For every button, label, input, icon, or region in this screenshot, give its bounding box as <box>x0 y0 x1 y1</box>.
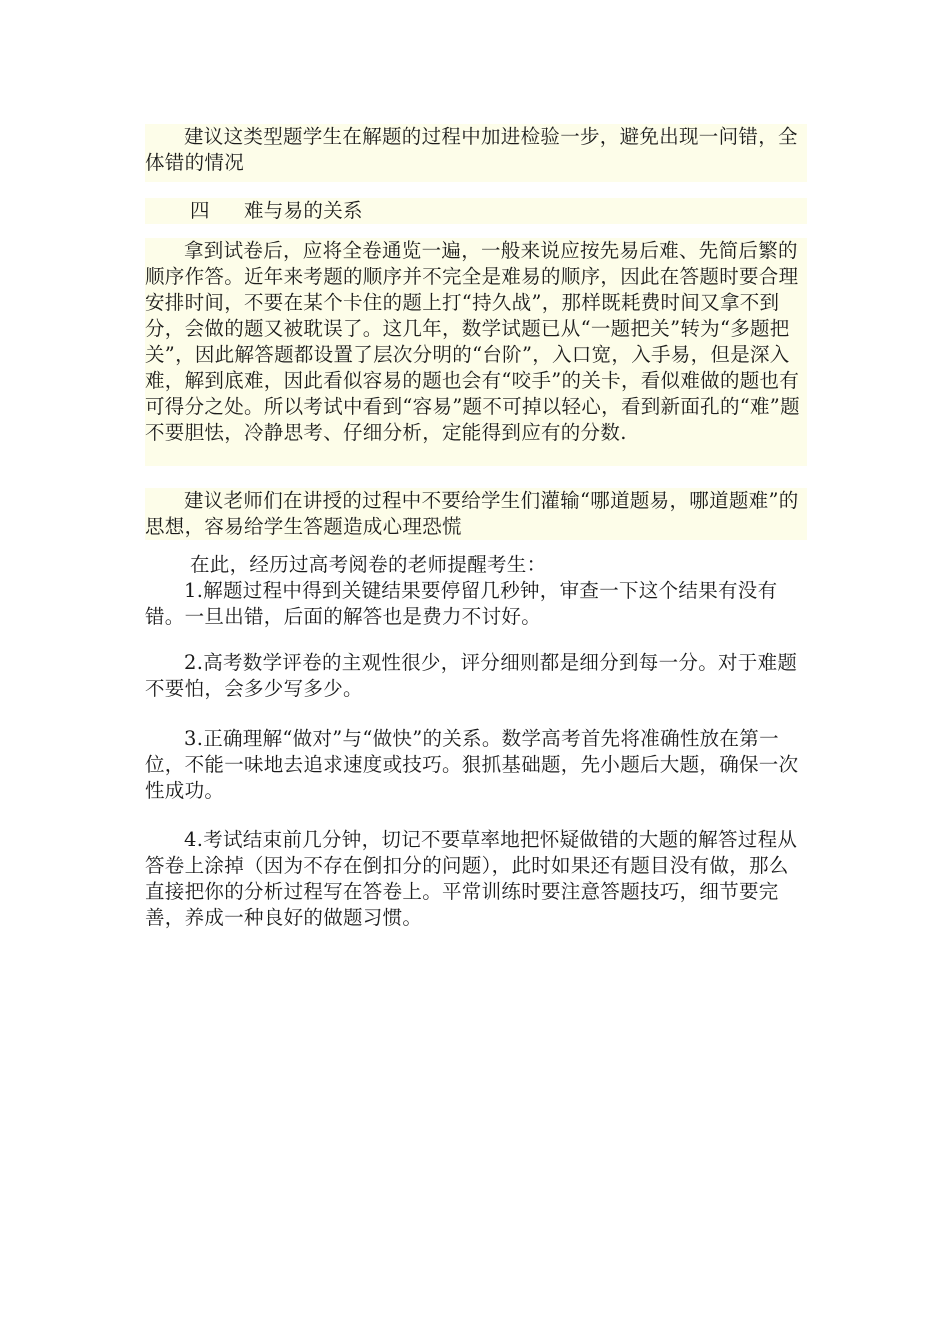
advice-paragraph-2: 建议老师们在讲授的过程中不要给学生们灌输“哪道题易，哪道题难”的思想，容易给学生答题造成心理恐慌 <box>145 488 807 540</box>
section-title: 难与易的关系 <box>244 199 363 222</box>
tip-item-1: 1.解题过程中得到关键结果要停留几秒钟，审查一下这个结果有没有错。一旦出错，后面的解答也是费力不讨好。 <box>145 579 778 628</box>
tip-item-3: 3.正确理解“做对”与“做快”的关系。数学高考首先将准确性放在第一位，不能一味地去追求速度或技巧。狠抓基础题，先小题后大题，确保一次性成功。 <box>145 727 799 802</box>
section-number: 四 <box>190 199 210 222</box>
intro-line: 在此，经历过高考阅卷的老师提醒考生： <box>190 553 547 576</box>
advice-paragraph-1: 建议这类型题学生在解题的过程中加进检验一步，避免出现一问错，全体错的情况 <box>145 124 807 182</box>
tip-item-2: 2.高考数学评卷的主观性很少，评分细则都是细分到每一分。对于难题不要怕，会多少写多少。 <box>145 651 798 700</box>
section-heading <box>145 198 807 224</box>
tip-item-4: 4.考试结束前几分钟，切记不要草率地把怀疑做错的大题的解答过程从答卷上涂掉（因为不存在倒扣分的问题），此时如果还有题目没有做，那么直接把你的分析过程写在答卷上。平常训练时要注意答题技巧，细节要完善，养成一种良好的做题习惯。 <box>145 828 798 929</box>
main-paragraph: 拿到试卷后，应将全卷通览一遍，一般来说应按先易后难、先简后繁的顺序作答。近年来考题的顺序并不完全是难易的顺序，因此在答题时要合理安排时间，不要在某个卡住的题上打“持久战”，那样既耗费时间又拿不到分，会做的题又被耽误了。这几年，数学试题已从“一题把关”转为“多题把关”，因此解答题都设置了层次分明的“台阶”，入口宽，入手易，但是深入难，解到底难，因此看似容易的题也会有“咬手”的关卡，看似难做的题也有可得分之处。所以考试中看到“容易”题不可掉以轻心，看到新面孔的“难”题不要胆怯，冷静思考、仔细分析，定能得到应有的分数. <box>145 238 807 466</box>
